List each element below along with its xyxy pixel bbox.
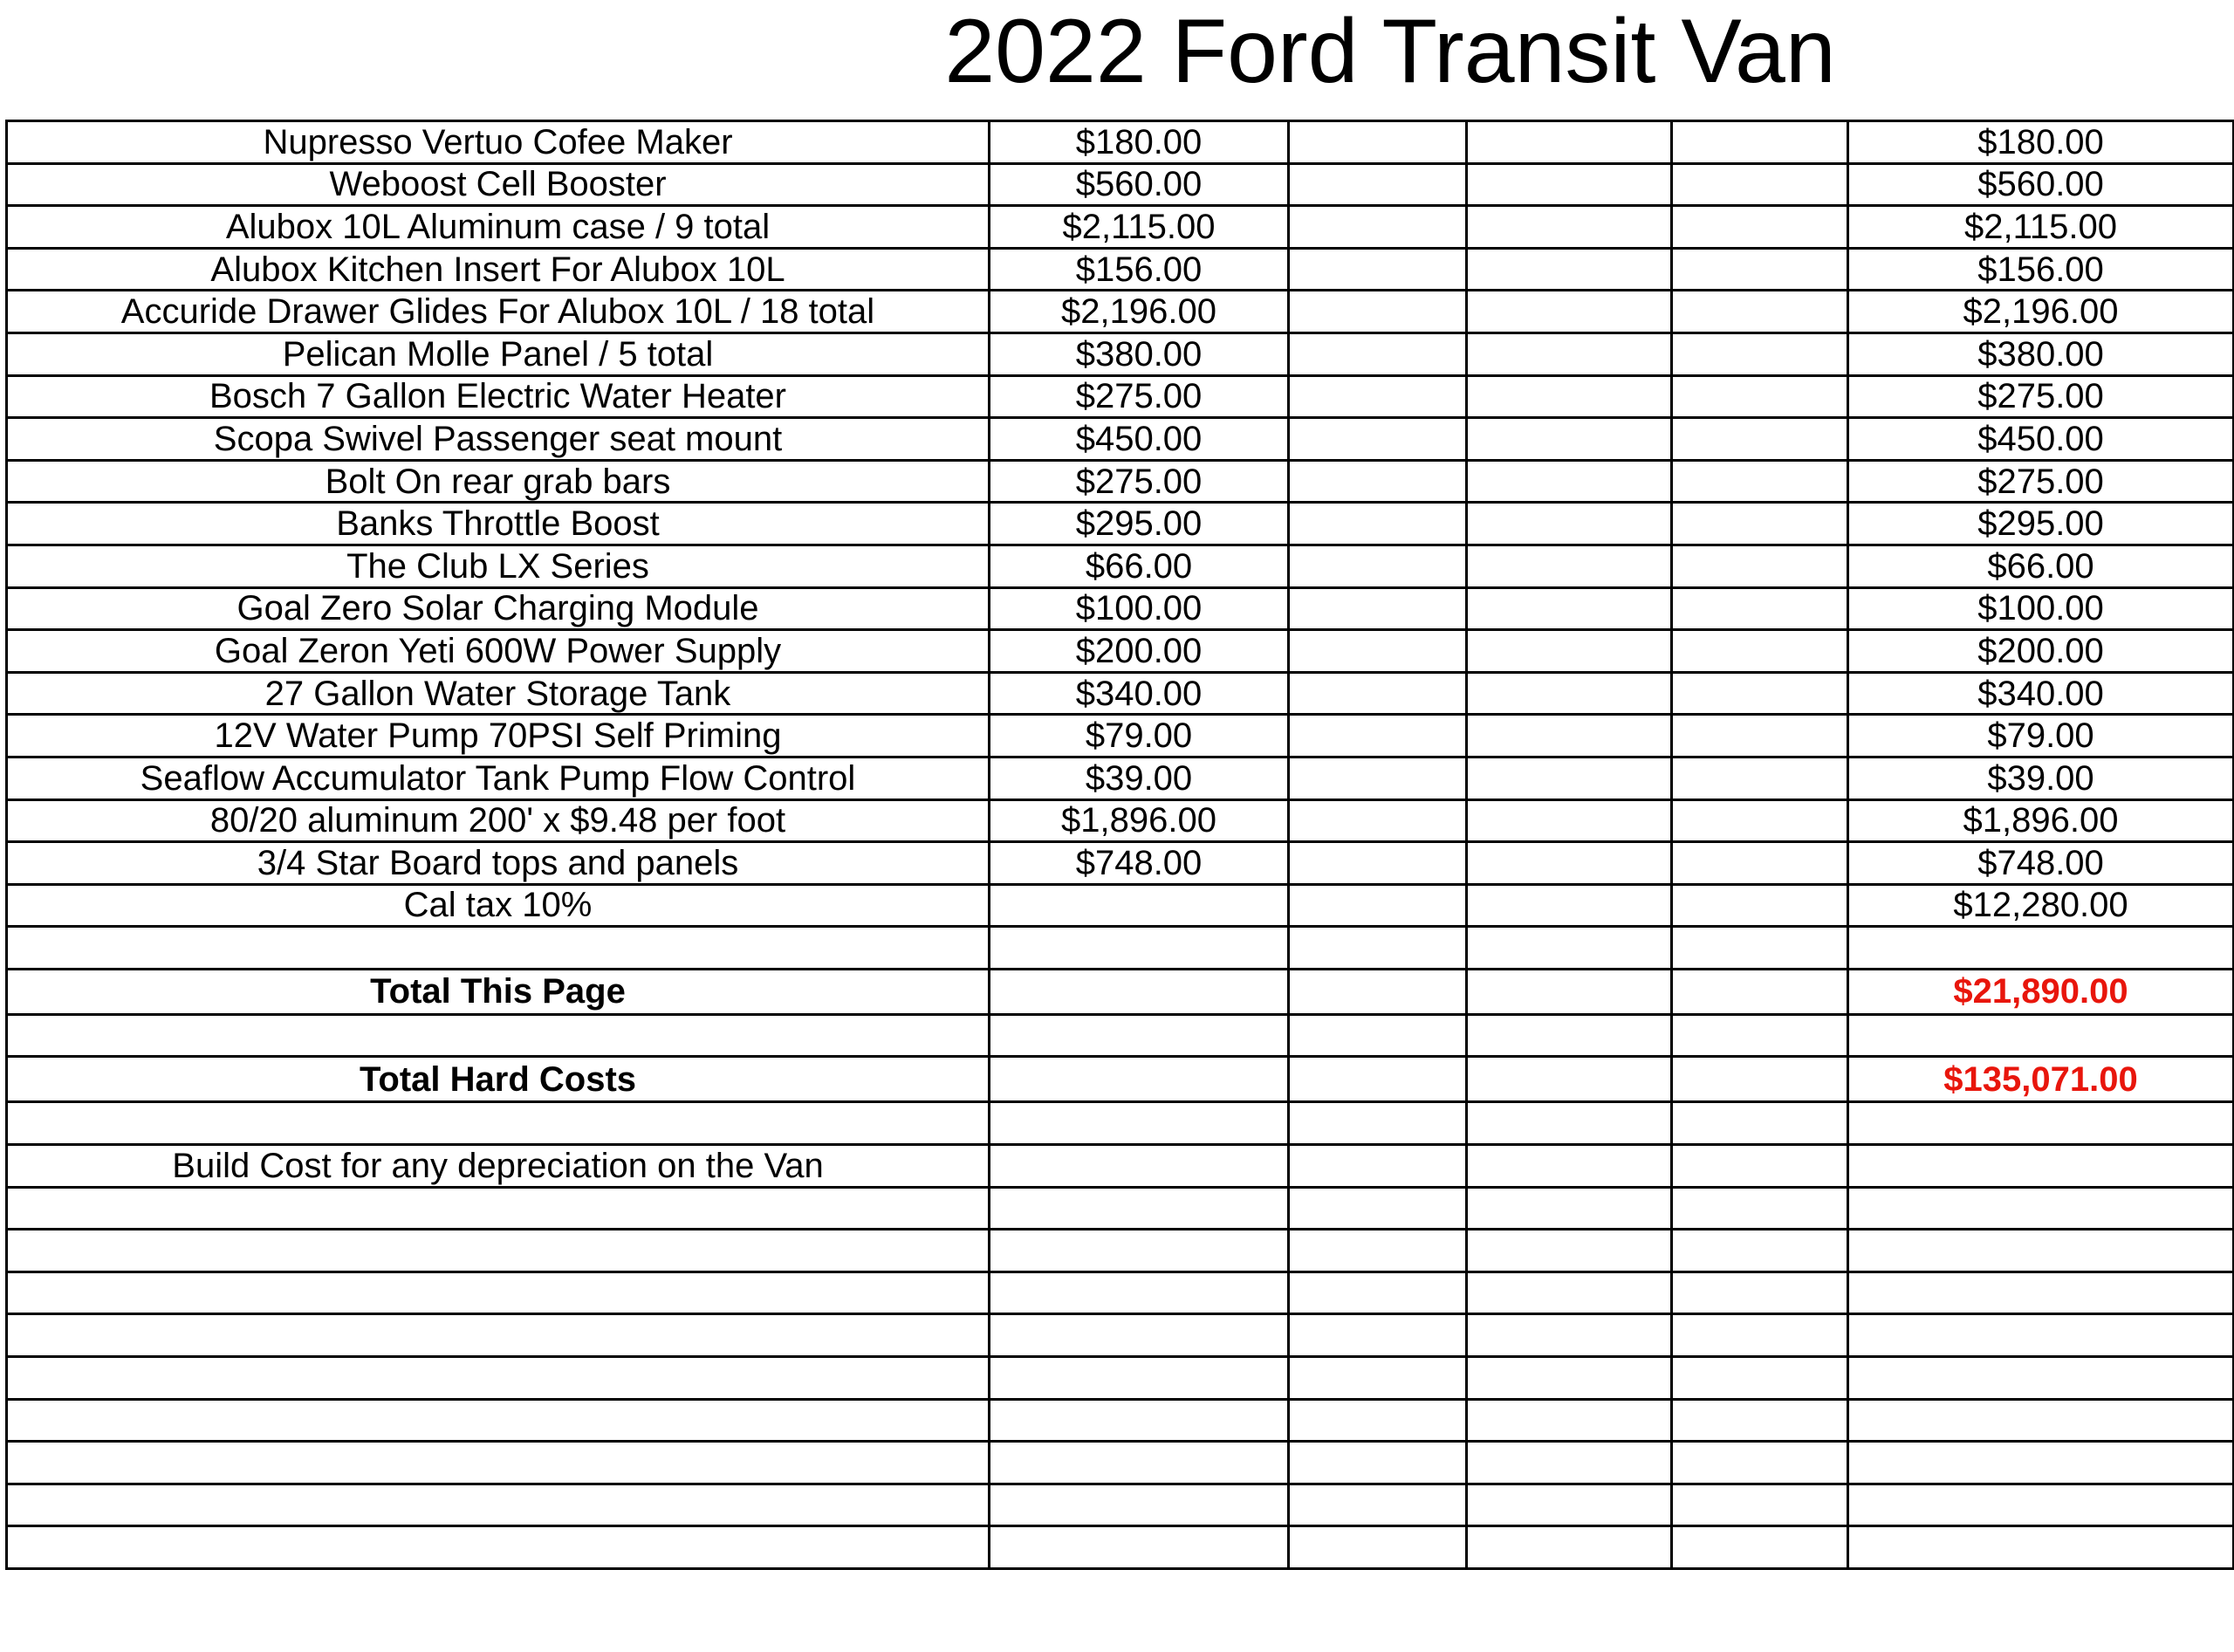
extra-cell — [1289, 842, 1467, 885]
cost-cell — [990, 884, 1289, 927]
extra-cell — [1467, 1526, 1672, 1569]
extra-cell — [1672, 1057, 1848, 1102]
blank-row — [7, 1187, 2234, 1230]
item-cell: Alubox 10L Aluminum case / 9 total — [7, 206, 990, 249]
cost-cell — [990, 1272, 1289, 1314]
cost-cell: $275.00 — [990, 460, 1289, 503]
extra-cell — [1467, 460, 1672, 503]
extra-cell — [1672, 587, 1848, 630]
extra-cell — [1672, 163, 1848, 206]
cost-cell — [990, 1102, 1289, 1145]
item-row — [7, 630, 2234, 673]
item-cell: Goal Zeron Yeti 600W Power Supply — [7, 630, 990, 673]
item-row — [7, 121, 2234, 164]
cost-cell — [990, 1057, 1289, 1102]
extra-cell — [1467, 1014, 1672, 1057]
extra-cell — [1672, 1145, 1848, 1188]
cost-cell: $2,115.00 — [990, 206, 1289, 249]
total-cell — [1848, 1484, 2234, 1526]
extra-cell — [1672, 291, 1848, 333]
extra-cell — [1289, 927, 1467, 970]
extra-cell — [1289, 1314, 1467, 1357]
extra-cell — [1672, 799, 1848, 842]
extra-cell — [1467, 1102, 1672, 1145]
extra-cell — [1289, 1272, 1467, 1314]
extra-cell — [1672, 672, 1848, 715]
cost-cell: $156.00 — [990, 248, 1289, 291]
item-cell: Cal tax 10% — [7, 884, 990, 927]
extra-cell — [1289, 630, 1467, 673]
cost-cell: $2,196.00 — [990, 291, 1289, 333]
item-cell: Accuride Drawer Glides For Alubox 10L / 18 total — [7, 291, 990, 333]
total-cell — [1848, 1102, 2234, 1145]
extra-cell — [1672, 630, 1848, 673]
extra-cell — [1672, 418, 1848, 461]
cost-cell — [990, 1314, 1289, 1357]
item-row — [7, 884, 2234, 927]
extra-cell — [1467, 1272, 1672, 1314]
cost-cell: $66.00 — [990, 545, 1289, 587]
extra-cell — [1672, 1442, 1848, 1484]
total-cell: $275.00 — [1848, 375, 2234, 418]
total-cell: $39.00 — [1848, 757, 2234, 799]
item-row — [7, 545, 2234, 587]
extra-cell — [1672, 1314, 1848, 1357]
extra-cell — [1289, 460, 1467, 503]
total-cell — [1848, 1357, 2234, 1400]
total-cell — [1848, 1399, 2234, 1442]
item-cell: Pelican Molle Panel / 5 total — [7, 332, 990, 375]
item-cell: 27 Gallon Water Storage Tank — [7, 672, 990, 715]
extra-cell — [1672, 1014, 1848, 1057]
extra-cell — [1467, 672, 1672, 715]
extra-cell — [1467, 1145, 1672, 1188]
item-row — [7, 418, 2234, 461]
extra-cell — [1672, 1272, 1848, 1314]
cost-cell — [990, 1187, 1289, 1230]
extra-cell — [1467, 375, 1672, 418]
extra-cell — [1289, 715, 1467, 757]
item-row — [7, 332, 2234, 375]
blank-row — [7, 1230, 2234, 1272]
item-cell: Bolt On rear grab bars — [7, 460, 990, 503]
extra-cell — [1467, 1442, 1672, 1484]
item-cell: Total Hard Costs — [7, 1057, 990, 1102]
document-title: 2022 Ford Transit Van — [944, 1, 1836, 102]
extra-cell — [1289, 1526, 1467, 1569]
blank-row — [7, 927, 2234, 970]
total-cell — [1848, 1442, 2234, 1484]
extra-cell — [1672, 1187, 1848, 1230]
total-cell: $340.00 — [1848, 672, 2234, 715]
total-cell — [1848, 927, 2234, 970]
total-cell: $275.00 — [1848, 460, 2234, 503]
extra-cell — [1289, 969, 1467, 1014]
item-cell — [7, 1357, 990, 1400]
extra-cell — [1289, 121, 1467, 164]
cost-cell: $450.00 — [990, 418, 1289, 461]
item-cell: Nupresso Vertuo Cofee Maker — [7, 121, 990, 164]
item-cell: Build Cost for any depreciation on the Van — [7, 1145, 990, 1188]
extra-cell — [1467, 927, 1672, 970]
cost-cell — [990, 1399, 1289, 1442]
item-cell — [7, 1484, 990, 1526]
item-row — [7, 715, 2234, 757]
extra-cell — [1289, 587, 1467, 630]
extra-cell — [1467, 1314, 1672, 1357]
extra-cell — [1467, 418, 1672, 461]
cost-cell — [990, 927, 1289, 970]
extra-cell — [1467, 248, 1672, 291]
extra-cell — [1289, 1187, 1467, 1230]
blank-row — [7, 1102, 2234, 1145]
total-cell: $156.00 — [1848, 248, 2234, 291]
extra-cell — [1289, 1357, 1467, 1400]
extra-cell — [1467, 969, 1672, 1014]
blank-row — [7, 1526, 2234, 1569]
total-cell: $748.00 — [1848, 842, 2234, 885]
total-cell: $295.00 — [1848, 503, 2234, 545]
blank-row — [7, 1484, 2234, 1526]
item-cell — [7, 1526, 990, 1569]
item-cell: 3/4 Star Board tops and panels — [7, 842, 990, 885]
extra-cell — [1467, 757, 1672, 799]
extra-cell — [1672, 842, 1848, 885]
extra-cell — [1467, 1484, 1672, 1526]
extra-cell — [1467, 206, 1672, 249]
total-cell: $21,890.00 — [1848, 969, 2234, 1014]
extra-cell — [1289, 672, 1467, 715]
cost-cell: $295.00 — [990, 503, 1289, 545]
item-cell: Total This Page — [7, 969, 990, 1014]
total-cell: $180.00 — [1848, 121, 2234, 164]
extra-cell — [1467, 799, 1672, 842]
item-row — [7, 248, 2234, 291]
cost-cell: $79.00 — [990, 715, 1289, 757]
item-row — [7, 587, 2234, 630]
blank-row — [7, 1014, 2234, 1057]
extra-cell — [1467, 332, 1672, 375]
extra-cell — [1289, 375, 1467, 418]
hard-costs-row — [7, 1057, 2234, 1102]
extra-cell — [1672, 1526, 1848, 1569]
extra-cell — [1289, 1484, 1467, 1526]
item-row — [7, 757, 2234, 799]
extra-cell — [1467, 587, 1672, 630]
cost-cell: $100.00 — [990, 587, 1289, 630]
extra-cell — [1467, 121, 1672, 164]
item-cell — [7, 1102, 990, 1145]
extra-cell — [1289, 1145, 1467, 1188]
total-cell: $79.00 — [1848, 715, 2234, 757]
total-cell: $12,280.00 — [1848, 884, 2234, 927]
blank-row — [7, 1399, 2234, 1442]
item-cell: The Club LX Series — [7, 545, 990, 587]
total-cell — [1848, 1526, 2234, 1569]
blank-row — [7, 1314, 2234, 1357]
total-cell: $380.00 — [1848, 332, 2234, 375]
extra-cell — [1289, 418, 1467, 461]
blank-row — [7, 1272, 2234, 1314]
cost-cell — [990, 1357, 1289, 1400]
extra-cell — [1672, 927, 1848, 970]
extra-cell — [1289, 1230, 1467, 1272]
cost-cell: $748.00 — [990, 842, 1289, 885]
extra-cell — [1289, 503, 1467, 545]
extra-cell — [1672, 1484, 1848, 1526]
total-cell: $2,196.00 — [1848, 291, 2234, 333]
item-cell: Scopa Swivel Passenger seat mount — [7, 418, 990, 461]
total-cell — [1848, 1314, 2234, 1357]
item-row — [7, 799, 2234, 842]
extra-cell — [1289, 545, 1467, 587]
extra-cell — [1289, 332, 1467, 375]
cost-cell: $180.00 — [990, 121, 1289, 164]
extra-cell — [1289, 1057, 1467, 1102]
extra-cell — [1467, 1230, 1672, 1272]
extra-cell — [1672, 503, 1848, 545]
cost-cell — [990, 1145, 1289, 1188]
cost-cell — [990, 1484, 1289, 1526]
extra-cell — [1672, 1230, 1848, 1272]
item-cell — [7, 1442, 990, 1484]
item-row — [7, 291, 2234, 333]
cost-cell: $200.00 — [990, 630, 1289, 673]
extra-cell — [1672, 248, 1848, 291]
page-total-row — [7, 969, 2234, 1014]
extra-cell — [1467, 715, 1672, 757]
item-row — [7, 460, 2234, 503]
extra-cell — [1467, 630, 1672, 673]
cost-cell: $39.00 — [990, 757, 1289, 799]
item-row — [7, 163, 2234, 206]
extra-cell — [1467, 503, 1672, 545]
extra-cell — [1672, 884, 1848, 927]
cost-cell — [990, 1014, 1289, 1057]
blank-row — [7, 1442, 2234, 1484]
extra-cell — [1467, 1357, 1672, 1400]
total-cell: $560.00 — [1848, 163, 2234, 206]
item-cell: Goal Zero Solar Charging Module — [7, 587, 990, 630]
extra-cell — [1672, 332, 1848, 375]
extra-cell — [1289, 884, 1467, 927]
extra-cell — [1672, 121, 1848, 164]
extra-cell — [1289, 163, 1467, 206]
item-cell — [7, 1230, 990, 1272]
item-cell: 12V Water Pump 70PSI Self Priming — [7, 715, 990, 757]
extra-cell — [1672, 1399, 1848, 1442]
extra-cell — [1467, 163, 1672, 206]
extra-cell — [1672, 206, 1848, 249]
total-cell: $200.00 — [1848, 630, 2234, 673]
item-cell: Weboost Cell Booster — [7, 163, 990, 206]
total-cell — [1848, 1187, 2234, 1230]
total-cell: $450.00 — [1848, 418, 2234, 461]
extra-cell — [1289, 291, 1467, 333]
total-cell — [1848, 1272, 2234, 1314]
extra-cell — [1467, 1187, 1672, 1230]
blank-row — [7, 1357, 2234, 1400]
item-cell — [7, 1399, 990, 1442]
extra-cell — [1289, 1399, 1467, 1442]
item-row — [7, 503, 2234, 545]
item-row — [7, 375, 2234, 418]
cost-cell: $1,896.00 — [990, 799, 1289, 842]
total-cell — [1848, 1145, 2234, 1188]
total-cell: $100.00 — [1848, 587, 2234, 630]
item-cell — [7, 1314, 990, 1357]
extra-cell — [1467, 1057, 1672, 1102]
extra-cell — [1672, 969, 1848, 1014]
cost-table — [5, 120, 2234, 1570]
extra-cell — [1467, 291, 1672, 333]
depreciation-row — [7, 1145, 2234, 1188]
extra-cell — [1289, 1014, 1467, 1057]
extra-cell — [1672, 460, 1848, 503]
cost-cell: $560.00 — [990, 163, 1289, 206]
item-cell — [7, 1014, 990, 1057]
extra-cell — [1289, 757, 1467, 799]
item-cell — [7, 927, 990, 970]
extra-cell — [1289, 1442, 1467, 1484]
cost-cell — [990, 1442, 1289, 1484]
extra-cell — [1467, 842, 1672, 885]
item-cell — [7, 1187, 990, 1230]
item-cell: Seaflow Accumulator Tank Pump Flow Control — [7, 757, 990, 799]
item-row — [7, 842, 2234, 885]
total-cell: $66.00 — [1848, 545, 2234, 587]
extra-cell — [1672, 545, 1848, 587]
extra-cell — [1672, 375, 1848, 418]
extra-cell — [1672, 715, 1848, 757]
extra-cell — [1289, 799, 1467, 842]
total-cell: $1,896.00 — [1848, 799, 2234, 842]
item-cell — [7, 1272, 990, 1314]
cost-cell — [990, 1230, 1289, 1272]
item-cell: Bosch 7 Gallon Electric Water Heater — [7, 375, 990, 418]
cost-cell: $380.00 — [990, 332, 1289, 375]
extra-cell — [1672, 757, 1848, 799]
extra-cell — [1289, 206, 1467, 249]
extra-cell — [1467, 884, 1672, 927]
item-row — [7, 672, 2234, 715]
total-cell — [1848, 1230, 2234, 1272]
total-cell: $135,071.00 — [1848, 1057, 2234, 1102]
item-cell: Alubox Kitchen Insert For Alubox 10L — [7, 248, 990, 291]
total-cell — [1848, 1014, 2234, 1057]
item-row — [7, 206, 2234, 249]
cost-cell: $340.00 — [990, 672, 1289, 715]
cost-cell — [990, 969, 1289, 1014]
extra-cell — [1672, 1102, 1848, 1145]
extra-cell — [1289, 248, 1467, 291]
cost-cell: $275.00 — [990, 375, 1289, 418]
extra-cell — [1467, 1399, 1672, 1442]
total-cell: $2,115.00 — [1848, 206, 2234, 249]
cost-table-body — [7, 121, 2234, 1569]
extra-cell — [1289, 1102, 1467, 1145]
cost-cell — [990, 1526, 1289, 1569]
extra-cell — [1672, 1357, 1848, 1400]
extra-cell — [1467, 545, 1672, 587]
item-cell: Banks Throttle Boost — [7, 503, 990, 545]
item-cell: 80/20 aluminum 200' x $9.48 per foot — [7, 799, 990, 842]
